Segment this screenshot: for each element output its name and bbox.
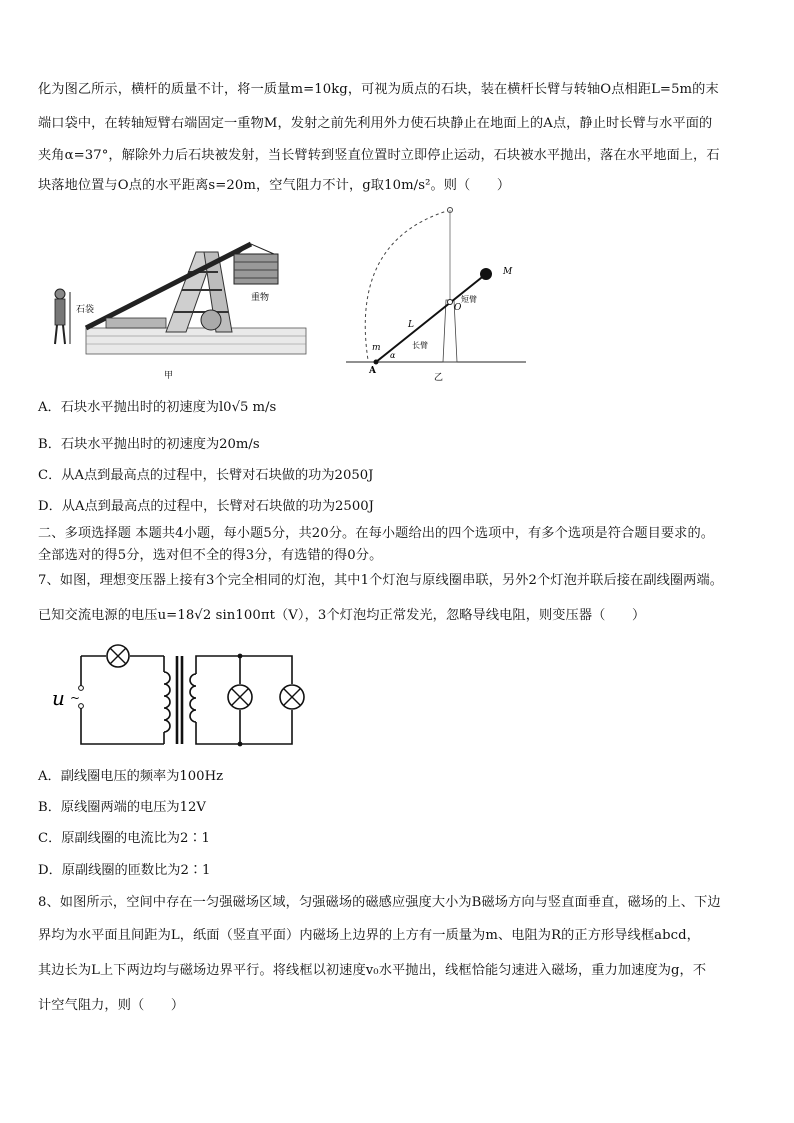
q7-text-line-2: 已知交流电源的电压u=18√2 sin100πt（V），3个灯泡均正常发光，忽略导线电阻，则变压器（ ） (38, 608, 646, 623)
transformer-circuit (46, 642, 316, 752)
q8-text-line-1: 8、如图所示，空间中存在一匀强磁场区域，匀强磁场的磁感应强度大小为B磁场方向与竖直面垂直，磁场的上、下边 (38, 895, 721, 910)
section-2-scoring: 全部选对的得5分，选对但不全的得3分，有选错的得0分。 (38, 548, 383, 563)
q6-text-line-3: 夹角α=37°，解除外力后石块被发射，当长臂转到竖直位置时立即停止运动，石块被水平抛出，落在水平地面上，石 (38, 148, 720, 163)
weight-ball (480, 268, 492, 280)
q8-text-line-2: 界均为水平面且间距为L，纸面（竖直平面）内磁场上边界的上方有一质量为m、电阻为R的正方形导线框abcd， (38, 928, 700, 943)
q7-option-d: D．原副线圈的匝数比为2∶1 (38, 863, 211, 878)
secondary-coil (190, 674, 196, 722)
q8-text-line-3: 其边长为L上下两边均与磁场边界平行。将线框以初速度v₀水平抛出，线框恰能匀速进入磁场，重力加速度为g，不 (38, 963, 707, 978)
weight-label: 重物 (251, 293, 270, 303)
lever-arm (376, 274, 486, 362)
lamp-parallel-1 (228, 685, 252, 709)
label-m: m (372, 343, 381, 353)
figure-yi-caption: 乙 (434, 373, 444, 383)
lamp-series (107, 645, 129, 667)
q6-text-line-4: 块落地位置与O点的水平距离s=20m，空气阻力不计，g取10m/s²。则（ ） (38, 178, 511, 193)
lever-diagram (340, 200, 530, 386)
lamp-parallel-2 (280, 685, 304, 709)
q7-option-a: A．副线圈电压的频率为100Hz (38, 769, 224, 784)
label-A: A (369, 366, 376, 376)
q7-text-line-1: 7、如图，理想变压器上接有3个完全相同的灯泡，其中1个灯泡与原线圈串联，另外2个灯泡并联后接在副线圈两端。 (38, 573, 724, 588)
label-short-arm: 短臂 (461, 295, 477, 304)
catapult-illustration (46, 232, 316, 382)
q7-option-c: C．原副线圈的电流比为2∶1 (38, 831, 210, 846)
q6-option-b: B．石块水平抛出时的初速度为20m/s (38, 437, 260, 452)
stone-bag-label: 石袋 (76, 305, 95, 315)
section-2-heading: 二、多项选择题 本题共4小题，每小题5分，共20分。在每小题给出的四个选项中，有多个选项是符合题目要求的。 (38, 526, 715, 541)
q7-option-b: B．原线圈两端的电压为12V (38, 800, 206, 815)
q6-option-a: A．石块水平抛出时的初速度为l0√5 m/s (38, 400, 277, 415)
q6-option-d: D．从A点到最高点的过程中，长臂对石块做的功为2500J (38, 499, 374, 514)
source-u-label: u (52, 686, 65, 710)
figure-jia-caption: 甲 (164, 371, 174, 381)
label-alpha: α (390, 351, 396, 360)
primary-coil (164, 672, 170, 732)
q6-text-line-2: 端口袋中，在转轴短臂右端固定一重物M，发射之前先利用外力使石块静止在地面上的A点，静止时长臂与水平面的 (38, 116, 713, 131)
label-long-arm: 长臂 (412, 341, 428, 350)
label-M: M (503, 267, 513, 277)
q6-text-line-1: 化为图乙所示，横杆的质量不计，将一质量m=10kg，可视为质点的石块，装在横杆长臂与转轴O点相距L=5m的末 (38, 82, 719, 97)
q8-text-line-4: 计空气阻力，则（ ） (38, 998, 185, 1013)
label-O: O (454, 303, 462, 313)
label-L: L (408, 320, 414, 330)
q6-option-c: C．从A点到最高点的过程中，长臂对石块做的功为2050J (38, 468, 374, 483)
ac-symbol: ~ (70, 691, 81, 705)
